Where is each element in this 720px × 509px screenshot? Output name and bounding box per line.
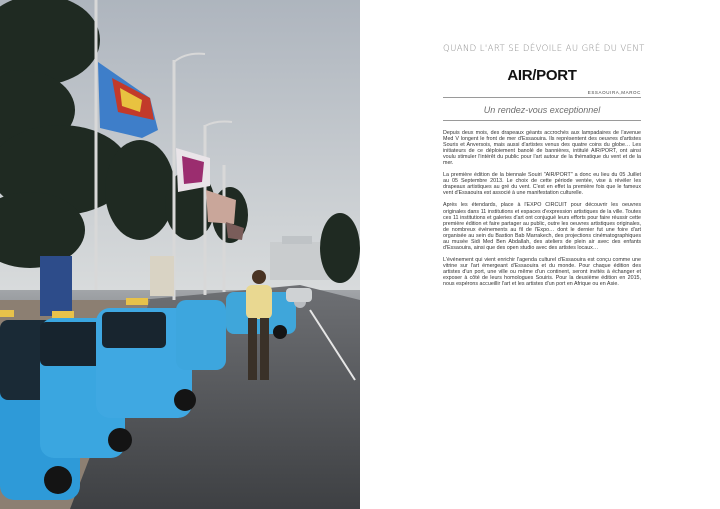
paragraph-1: Depuis deux mois, des drapeaux géants accrochés aux lampadaires de l'avenue Med V longent le front de mer d'Essaouira. Ils représentent des oeuvres d'artistes Souris et Anversois, mais aussi d'artistes venus des quatre coins du globe… Les initiateurs de ce déploiement banolé de bannières, intitulé AIR/PORT, ont ainsi voulu stimuler l'intérêt du public pour l'art autour de la thématique du vent et de la mer. bbox=[443, 130, 641, 167]
article-subtitle: Un rendez-vous exceptionnel bbox=[483, 105, 601, 115]
paragraph-4: L'événement qui vient enrichir l'agenda culturel d'Essaouira est conçu comme une vitrine sur l'art émergeant d'Essaouira et du monde. Pour chaque édition des artistes d'un port, une ville ou même d'un continent, seront invités à échanger et exposer à côté de leurs homologues Souiris. Pour la deuxième édition en 2015, nous espérons accueillir l'art et les artistes d'un port en Afrique ou en Asie. bbox=[443, 256, 641, 288]
divider-top bbox=[443, 97, 641, 98]
divider-bottom bbox=[443, 120, 641, 121]
paragraph-3: Après les étendards, place à l'EXPO CIRCUIT pour découvrir les oeuvres originales dans 11 institutions et espaces d'expression artistiques de la ville. Toutes ces 11 institutions et galeries d'art ont conjugué leurs efforts pour faire réussir cette première édition et faire partager au public, outre les oeuvres artistiques originales, de nombreux événements au fil de l'Expo… dont le dernier fut une foire d'art organisée au sein du Bastion Bab Marrakech, des projections cinématographiques au musée Sidi Med Ben Abdallah, des ateliers de plein air avec des enfants d'Essaouira, ainsi que des open studio avec des artistes locaux… bbox=[443, 202, 641, 251]
article-location: ESSAOUIRA,MAROC bbox=[587, 90, 641, 95]
article-page bbox=[360, 0, 720, 509]
paragraph-2: La première édition de la biennale Souiri "AIR/PORT" a donc eu lieu du 05 Juillet au 05 Septembre 2013. Le choix de cette période ventée, vise à révéler les drapeaux artistiques au gré du vent. C'est en effet la première fois que le fameux vent d'Essaouira est associé à une manifestation culturelle. bbox=[443, 172, 641, 197]
article-body bbox=[443, 130, 641, 293]
info-sign bbox=[40, 256, 72, 316]
article-kicker: QUAND L'ART SE DÉVOILE AU GRÉ DU VENT bbox=[443, 44, 645, 54]
article-title: AIR/PORT bbox=[507, 67, 577, 84]
roadside-sign bbox=[150, 256, 174, 296]
